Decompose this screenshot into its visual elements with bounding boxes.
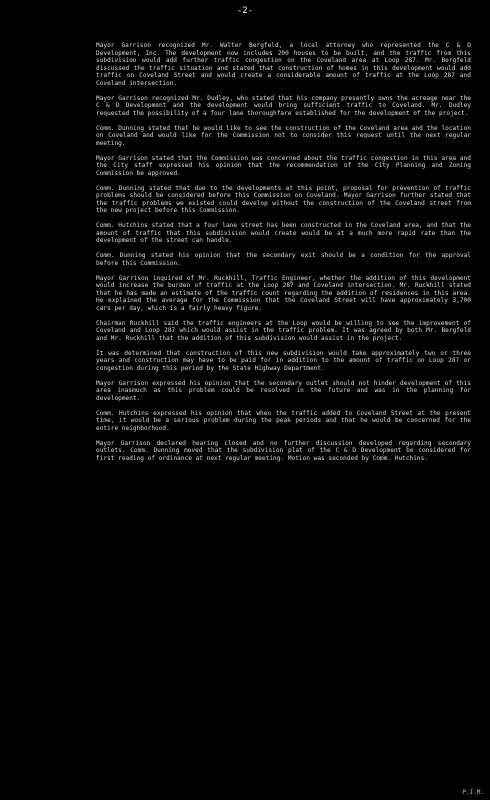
page-number: -2- [236,6,254,16]
paragraph-construction-timeline: It was determined that construction of this new subdivision would take approximately two or three years and construction may have to be paid for in addition to the amount of traffic on Loop 287 or congestion during this period by the State Highway Department. [96,349,471,372]
paragraph-ruckhill-improvement: Chairman Ruckhill said the traffic engineers at the Loop would be willing to see the improvement of Coveland and Loop 287 which would assist in the traffic problem. It was agreed by both Mr. Bergfeld and Mr. Ruckhill that the addition of this subdivision would assist in the project. [96,319,471,342]
paragraph-traffic-engineer: Mayor Garrison inquired of Mr. Ruckhill, Traffic Engineer, whether the addition of this development would increase the burden of traffic at the Loop 287 and Coveland intersection. Mr. Ruckhill stated that he has made an estimate of the traffic count regarding the addition of residences in this area. He explained the average for the Commission that the Coveland Street will have approximately 3,700 cars per day, which is a fairly heavy figure. [96,274,471,312]
paragraph-secondary-exit: Comm. Dunning stated his opinion that the secondary exit should be a condition for the approval before this Commission. [96,252,471,267]
minutes-body [96,42,471,470]
paragraph-hutchins-peak: Comm. Hutchins expressed his opinion that when the traffic added to Coveland Street at the present time, it would be a serious problem during the peak periods and that he would be concerned for the entire neighborhood. [96,409,471,432]
paragraph-dunning-prevention: Comm. Dunning stated that due to the developments at this point, proposal for prevention of traffic problems should be considered before this Commission on Coveland. Mayor Garrison further stated that the traffic problems we existed could develop without the construction of the Coveland street from the new project before this Commission. [96,184,471,215]
paragraph-dunning-postpone: Comm. Dunning stated that he would like to see the construction of the Coveland area and the location on Coveland and would like for the Commission not to consider this request until the next regular meeting. [96,124,471,147]
footer-mark: P.I.M. [462,789,484,796]
paragraph-hutchins-four-lane: Comm. Hutchins stated that a four lane street has been constructed in the Coveland area, and that the amount of traffic that this subdivision would create would be at a much more rapid rate than the development of the street can handle. [96,222,471,245]
paragraph-garrison-opinion: Mayor Garrison expressed his opinion that the secondary outlet should not hinder development of this area inasmuch as this problem could be resolved in the future and was in the planning for development. [96,379,471,402]
paragraph-garrison-concern: Mayor Garrison stated that the Commission was concerned about the traffic congestion in this area and the City staff expressed his opinion that the recommendation of the City Planning and Zoning Commission be approved. [96,154,471,177]
paragraph-bergfeld-statement: Mayor Garrison recognized Mr. Walter Bergfeld, a local attorney who represented the C & D Development, Inc. The development now includes 200 houses to be built, and the traffic from this subdivision would add further traffic congestion on the Coveland area at Loop 287. Mr. Bergfeld discussed the traffic situation and stated that construction of homes in this development would add traffic on Coveland Street and would create a considerable amount of traffic at the Loop 287 and Coveland intersection. [96,42,471,87]
paragraph-dudley-request: Mayor Garrison recognized Mr. Dudley, who stated that his company presently owns the acreage near the C & D Development and the development would bring sufficient traffic to Coveland. Mr. Dudley requested the possibility of a four lane thoroughfare established for the development of the project. [96,94,471,117]
paragraph-motion: Mayor Garrison declared hearing closed and no further discussion developed regarding secondary outlets. Comm. Dunning moved that the subdivision plat of the C & D Development be considered for first reading of ordinance at next regular meeting. Motion was seconded by Comm. Hutchins. [96,439,471,462]
